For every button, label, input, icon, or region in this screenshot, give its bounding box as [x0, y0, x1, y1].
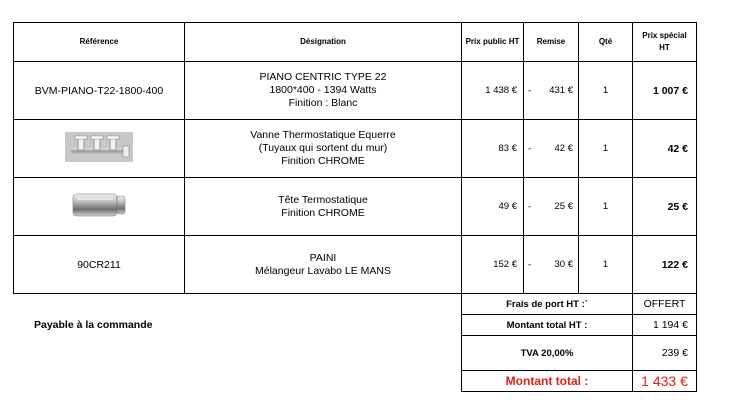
grand-total-label: Montant total : — [462, 371, 633, 392]
cell-discount — [524, 178, 579, 236]
total-ht-row — [462, 315, 697, 336]
cell-public-price: 83 € — [462, 120, 524, 178]
cell-qty: 1 — [579, 120, 633, 178]
designation-line: Finition : Blanc — [288, 97, 358, 109]
discount-dash: - — [528, 259, 532, 270]
header-qty: Qté — [579, 23, 633, 62]
cell-special-price: 42 € — [633, 120, 697, 178]
cell-special-price: 1 007 € — [633, 62, 697, 120]
grand-total-value: 1 433 € — [633, 371, 697, 392]
cell-discount — [524, 120, 579, 178]
shipping-row — [462, 294, 697, 315]
cell-discount — [524, 62, 579, 120]
designation-line: (Tuyaux qui sortent du mur) — [258, 142, 388, 154]
discount-dash: - — [528, 85, 532, 96]
cell-designation — [185, 62, 462, 120]
cell-reference — [14, 178, 185, 236]
cell-reference — [14, 62, 185, 120]
discount-value: 30 € — [554, 259, 573, 270]
quote-table — [13, 22, 697, 294]
cell-qty: 1 — [579, 62, 633, 120]
designation-line: 1800*400 - 1394 Watts — [269, 84, 377, 96]
cell-qty: 1 — [579, 236, 633, 294]
cell-discount — [524, 236, 579, 294]
discount-value: 42 € — [554, 143, 573, 154]
reference-text: 90CR211 — [77, 258, 121, 271]
discount-dash: - — [528, 201, 532, 212]
cell-qty: 1 — [579, 178, 633, 236]
vat-value: 239 € — [633, 336, 697, 371]
header-public-price: Prix public HT — [462, 23, 524, 62]
cell-public-price: 152 € — [462, 236, 524, 294]
cell-designation — [185, 178, 462, 236]
table-row — [14, 236, 697, 294]
totals-table — [461, 293, 697, 392]
valve-product-icon — [65, 153, 133, 165]
shipping-label: Frais de port HT :` — [462, 294, 633, 315]
table-row — [14, 178, 697, 236]
designation-line: Mélangeur Lavabo LE MANS — [255, 264, 391, 277]
header-special-price-line2: HT — [659, 43, 670, 52]
cell-designation — [185, 236, 462, 294]
table-row — [14, 62, 697, 120]
designation-line: Finition CHROME — [281, 206, 365, 219]
designation-line: PIANO CENTRIC TYPE 22 — [259, 71, 387, 83]
total-ht-value: 1 194 € — [633, 315, 697, 336]
header-special-price — [633, 23, 697, 62]
total-ht-label: Montant total HT : — [462, 315, 633, 336]
vat-row — [462, 336, 697, 371]
designation-line: Vanne Thermostatique Equerre — [250, 129, 396, 141]
discount-dash: - — [528, 143, 532, 154]
discount-value: 431 € — [549, 85, 573, 96]
discount-value: 25 € — [554, 201, 573, 212]
designation-line: PAINI — [309, 251, 337, 264]
reference-text: BVM-PIANO-T22-1800-400 — [34, 84, 164, 97]
header-special-price-line1: Prix spécial — [642, 31, 687, 40]
vat-label: TVA 20,00% — [462, 336, 633, 371]
table-row — [14, 120, 697, 178]
table-header-row — [14, 23, 697, 62]
header-designation: Désignation — [185, 23, 462, 62]
payment-note: Payable à la commande — [34, 319, 153, 331]
cell-designation — [185, 120, 462, 178]
header-discount: Remise — [524, 23, 579, 62]
cell-reference — [14, 236, 185, 294]
cell-reference — [14, 120, 185, 178]
designation-line: Tête Termostatique — [278, 193, 368, 206]
designation-line: Finition CHROME — [281, 155, 365, 167]
cell-public-price: 1 438 € — [462, 62, 524, 120]
shipping-value: OFFERT — [633, 294, 697, 315]
cell-special-price: 25 € — [633, 178, 697, 236]
header-reference: Référence — [14, 23, 185, 62]
cell-public-price: 49 € — [462, 178, 524, 236]
cell-special-price: 122 € — [633, 236, 697, 294]
thermostatic-head-icon — [71, 210, 127, 222]
grand-total-row — [462, 371, 697, 392]
